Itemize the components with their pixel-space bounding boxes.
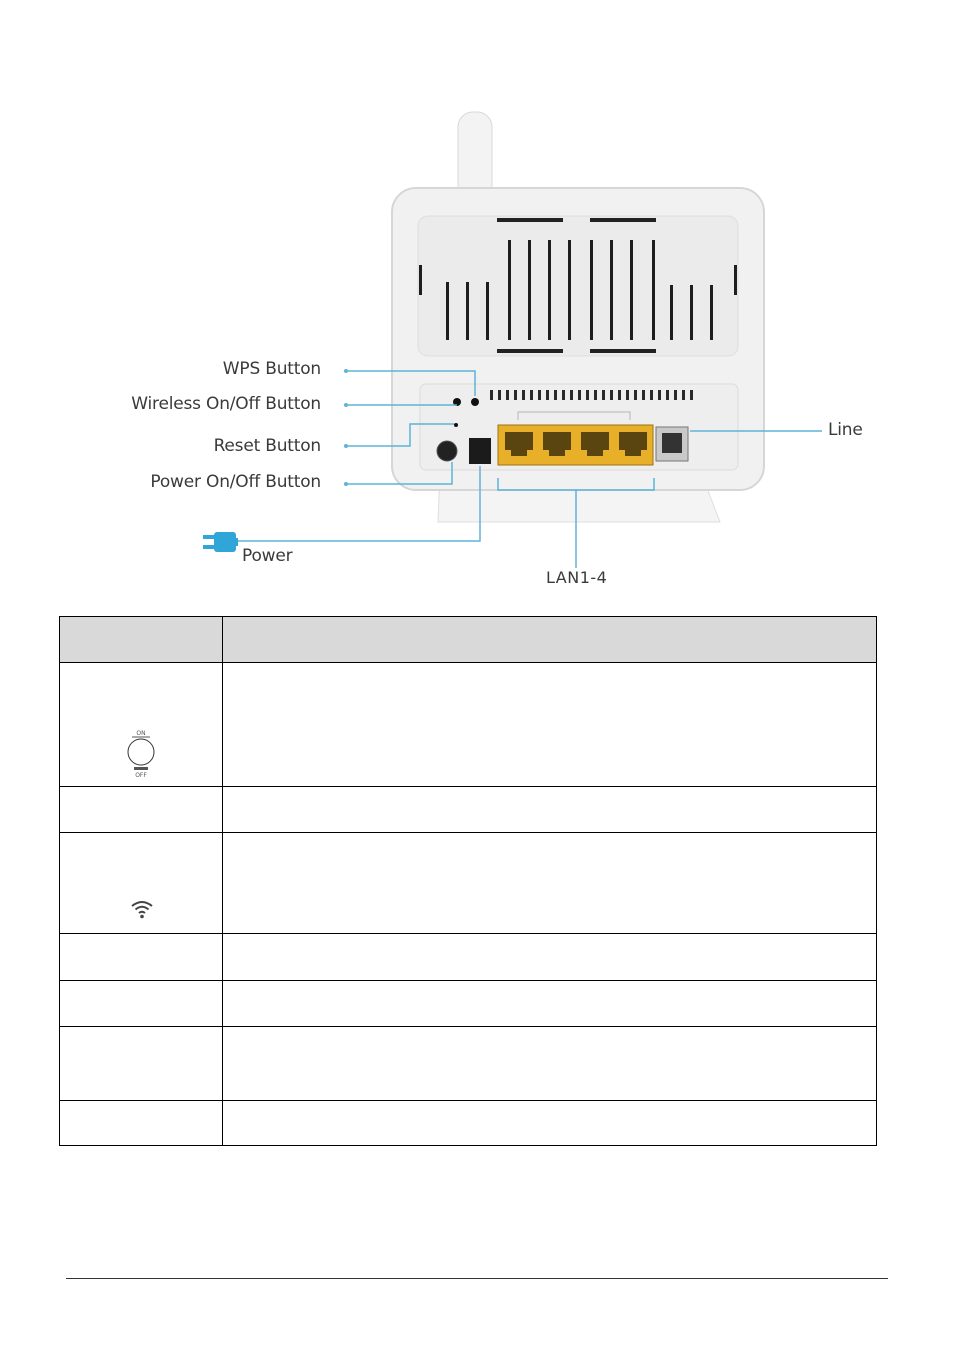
power-plug-icon: [203, 532, 238, 552]
icon-on-label: ON: [136, 730, 146, 737]
table-cell: [60, 934, 223, 981]
table-cell: [60, 981, 223, 1027]
line-port-opening: [662, 433, 682, 453]
table-row: [60, 833, 877, 934]
power-switch: [437, 441, 457, 461]
table-cell: [223, 663, 877, 787]
wifi-icon: [130, 899, 154, 919]
power-switch-label: Power On/Off Button: [150, 472, 321, 492]
wps-button: [471, 398, 479, 406]
table-header-cell: [223, 617, 877, 663]
power-jack: [469, 438, 491, 464]
table-header-cell: [60, 617, 223, 663]
table-cell: [60, 663, 223, 787]
table-cell: [223, 1027, 877, 1101]
lan-label: LAN1-4: [546, 568, 608, 587]
footer-rule: [66, 1278, 888, 1279]
rear-panel-table: [59, 616, 877, 1146]
table-cell: [223, 833, 877, 934]
table-row: [60, 787, 877, 833]
vent-slot: [590, 218, 656, 222]
vent-slot: [497, 349, 563, 353]
table-cell: [223, 787, 877, 833]
table-row: [60, 1027, 877, 1101]
icon-off-label: OFF: [135, 772, 147, 779]
table-cell: [223, 1101, 877, 1146]
power-switch-icon: [126, 727, 156, 779]
table-cell: [223, 981, 877, 1027]
vent-slot: [590, 349, 656, 353]
table-cell: [60, 833, 223, 934]
power-label: Power: [242, 546, 293, 566]
reset-button-label: Reset Button: [213, 436, 321, 456]
lan-ports: [498, 425, 653, 465]
vent-slot: [497, 218, 563, 222]
table-cell: [60, 787, 223, 833]
table-cell: [223, 934, 877, 981]
table-row: [60, 981, 877, 1027]
router-rear-diagram: [0, 0, 955, 600]
table-header-row: [60, 617, 877, 663]
reset-button: [454, 423, 458, 427]
table-cell: [60, 1027, 223, 1101]
table-row: [60, 1101, 877, 1146]
router-illustration: [0, 0, 955, 600]
wireless-button-label: Wireless On/Off Button: [131, 394, 321, 414]
line-label: Line: [828, 420, 863, 440]
table-row: [60, 663, 877, 787]
table-row: [60, 934, 877, 981]
table-cell: [60, 1101, 223, 1146]
wps-button-label: WPS Button: [222, 359, 321, 379]
